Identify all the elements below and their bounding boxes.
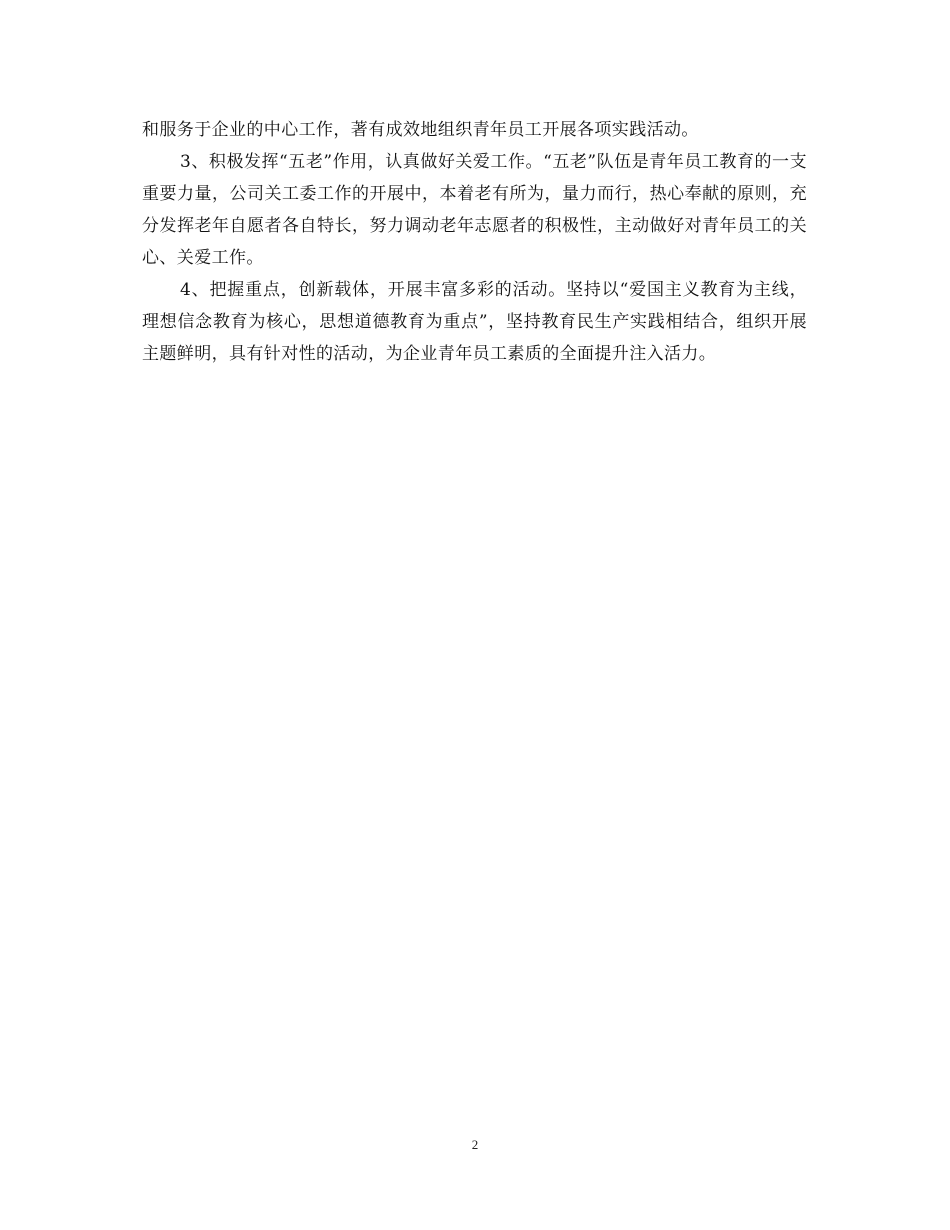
body-text	[142, 114, 807, 370]
paragraph-continuation: 和服务于企业的中心工作，著有成效地组织青年员工开展各项实践活动。	[142, 120, 699, 140]
page-number: 2	[471, 1137, 479, 1152]
paragraph-item-4: 4、把握重点，创新载体，开展丰富多彩的活动。坚持以“爱国主义教育为主线，理想信念教育为核心，思想道德教育为重点”，坚持教育民生产实践相结合，组织开展主题鲜明，具有针对性的活动，为企业青年员工素质的全面提升注入活力。	[142, 280, 807, 364]
paragraph-item-3: 3、积极发挥“五老”作用，认真做好关爱工作。“五老”队伍是青年员工教育的一支重要力量，公司关工委工作的开展中，本着老有所为，量力而行，热心奉献的原则，充分发挥老年自愿者各自特长，努力调动老年志愿者的积极性，主动做好对青年员工的关心、关爱工作。	[142, 152, 807, 268]
